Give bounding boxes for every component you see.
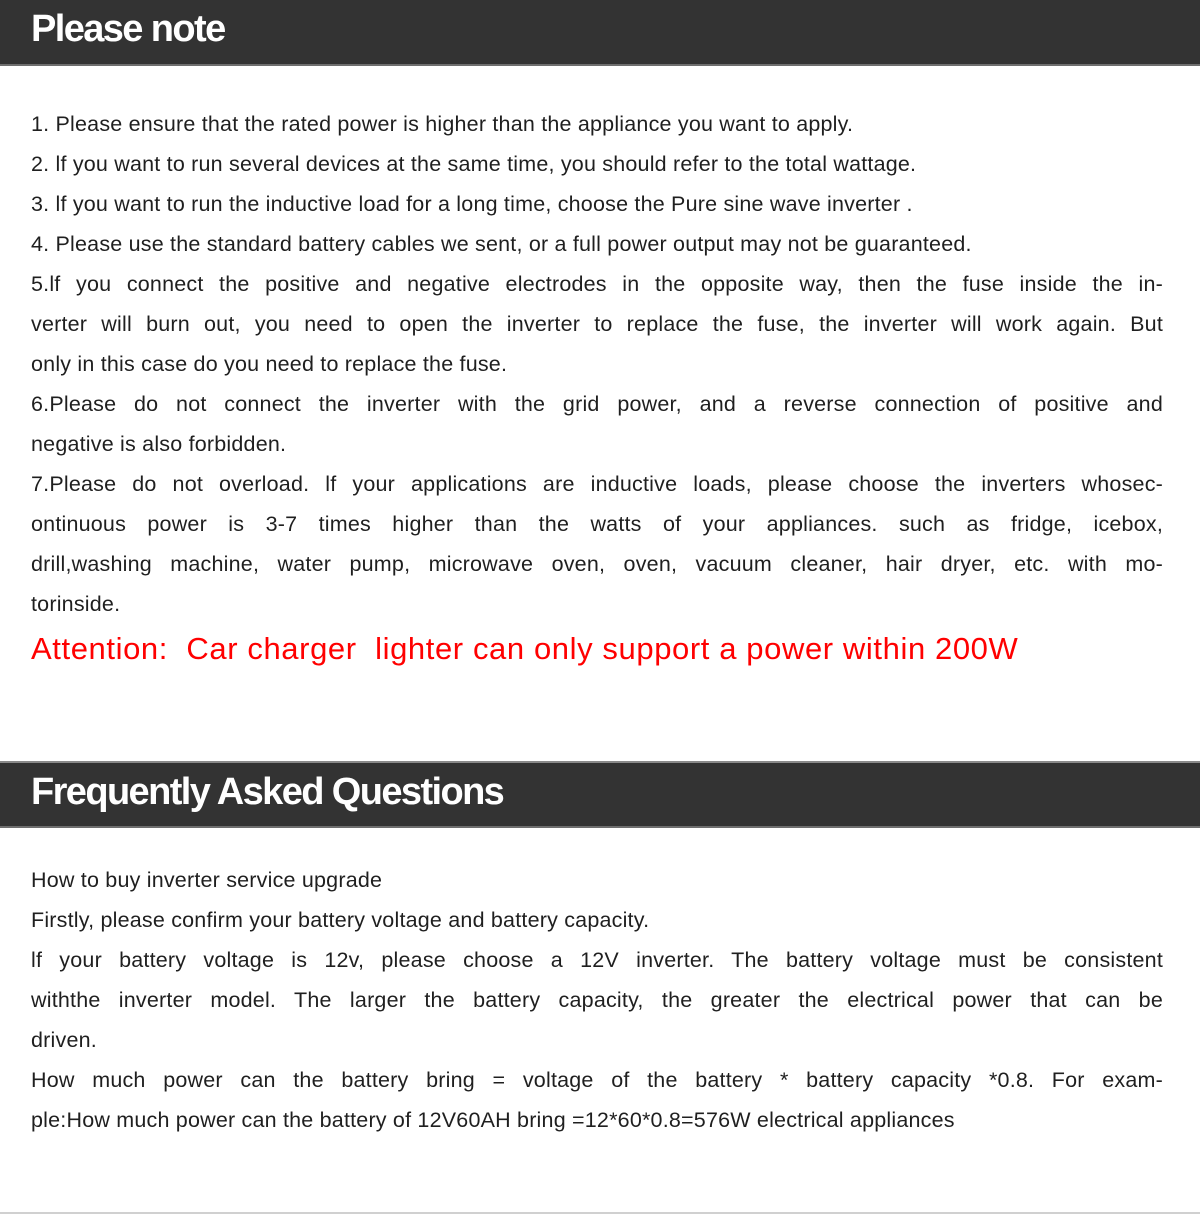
note-line: 2. lf you want to run several devices at the same time, you should refer to the total wattage.: [31, 152, 917, 176]
note-line: ontinuous power is 3-7 times higher than the watts of your appliances. such as fridge, icebox,: [31, 512, 1163, 536]
note-line: torinside.: [31, 592, 121, 616]
faq-title: Frequently Asked Questions: [31, 771, 504, 813]
faq-line: lf your battery voltage is 12v, please choose a 12V inverter. The battery voltage must be consistent: [31, 948, 1163, 972]
faq-line: How to buy inverter service upgrade: [31, 868, 383, 892]
note-line: 1. Please ensure that the rated power is higher than the appliance you want to apply.: [31, 112, 854, 136]
faq-content: [31, 860, 1163, 1140]
note-line: 6.Please do not connect the inverter with the grid power, and a reverse connection of positive and: [31, 392, 1163, 416]
faq-line: Firstly, please confirm your battery voltage and battery capacity.: [31, 908, 650, 932]
faq-line: How much power can the battery bring = voltage of the battery * battery capacity *0.8. For exam-: [31, 1068, 1163, 1092]
faq-header: [0, 761, 1200, 828]
note-line: 7.Please do not overload. lf your applications are inductive loads, please choose the inverters whosec-: [31, 472, 1163, 496]
note-line: 5.lf you connect the positive and negative electrodes in the opposite way, then the fuse inside the in-: [31, 272, 1163, 296]
please-note-header: [0, 0, 1200, 66]
note-line: negative is also forbidden.: [31, 432, 287, 456]
note-line: verter will burn out, you need to open the inverter to replace the fuse, the inverter will work again. But: [31, 312, 1163, 336]
note-line: only in this case do you need to replace the fuse.: [31, 352, 508, 376]
attention-warning: Attention: Car charger lighter can only support a power within 200W: [31, 631, 1019, 666]
note-line: drill,washing machine, water pump, microwave oven, oven, vacuum cleaner, hair dryer, etc. with mo-: [31, 552, 1163, 576]
faq-line: driven.: [31, 1028, 97, 1052]
please-note-title: Please note: [31, 8, 225, 50]
faq-line: ple:How much power can the battery of 12V60AH bring =12*60*0.8=576W electrical appliances: [31, 1108, 955, 1132]
faq-line: withthe inverter model. The larger the battery capacity, the greater the electrical power that can be: [31, 988, 1163, 1012]
note-line: 4. Please use the standard battery cables we sent, or a full power output may not be guaranteed.: [31, 232, 972, 256]
notes-list: [31, 104, 1163, 624]
note-line: 3. lf you want to run the inductive load for a long time, choose the Pure sine wave inverter .: [31, 192, 913, 216]
